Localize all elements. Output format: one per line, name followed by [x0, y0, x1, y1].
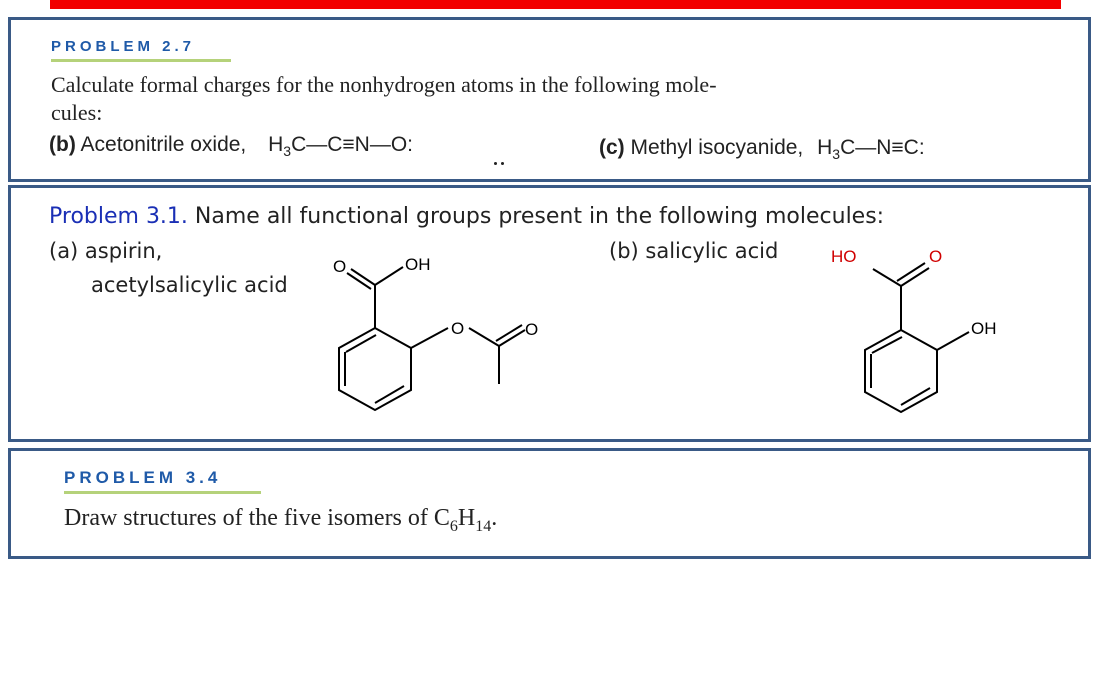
- title-underline: [64, 491, 261, 494]
- part-b-label: (b): [49, 133, 76, 156]
- problem-3-1-heading: [49, 204, 884, 229]
- problem-3-4-text: Draw structures of the five isomers of $C_6H_{14}$.: [64, 505, 498, 535]
- part-b-salicylic-label: (b) salicylic acid: [609, 239, 779, 263]
- part-c-formula: $H_3C—N\equiv C$:: [817, 136, 925, 163]
- lone-pair-dots: [494, 162, 506, 166]
- aspirin-structure: [311, 240, 571, 420]
- aspirin-oh: OH: [405, 255, 431, 274]
- aspirin-o3: O: [525, 320, 539, 339]
- problem-3-1-title: Problem 3.1.: [49, 204, 188, 229]
- title-underline: [51, 59, 231, 62]
- aspirin-o1: O: [333, 257, 347, 276]
- part-b-formula: $H_3C—C\equiv N—O$:: [268, 133, 414, 160]
- problem-2-7-text-line1: Calculate formal charges for the nonhydrogen atoms in the following mole-: [51, 72, 717, 97]
- part-b-name: Acetonitrile oxide,: [80, 133, 247, 156]
- problem-3-1-text: Name all functional groups present in the following molecules:: [194, 204, 885, 229]
- part-c-row: [599, 136, 925, 162]
- part-a-sublabel: acetylsalicylic acid: [91, 273, 288, 297]
- problem-3-1-box: [8, 185, 1091, 442]
- salicylic-oh: OH: [971, 319, 997, 338]
- aspirin-o2: O: [451, 319, 465, 338]
- problem-3-4-box: [8, 448, 1091, 559]
- problem-3-4-title: PROBLEM 3.4: [64, 468, 222, 487]
- salicylic-acid-structure: [831, 236, 1031, 436]
- problem-2-7-text-line2: cules:: [51, 100, 103, 125]
- part-c-label: (c): [599, 136, 625, 159]
- header-red-bar: [50, 0, 1061, 9]
- part-a-label: (a) aspirin,: [49, 239, 163, 263]
- part-c-name: Methyl isocyanide,: [630, 136, 804, 159]
- problem-2-7-box: [8, 17, 1091, 182]
- salicylic-ho: HO: [831, 247, 857, 266]
- salicylic-o: O: [929, 247, 943, 266]
- part-b-row: [49, 133, 413, 159]
- problem-2-7-title: PROBLEM 2.7: [51, 38, 196, 55]
